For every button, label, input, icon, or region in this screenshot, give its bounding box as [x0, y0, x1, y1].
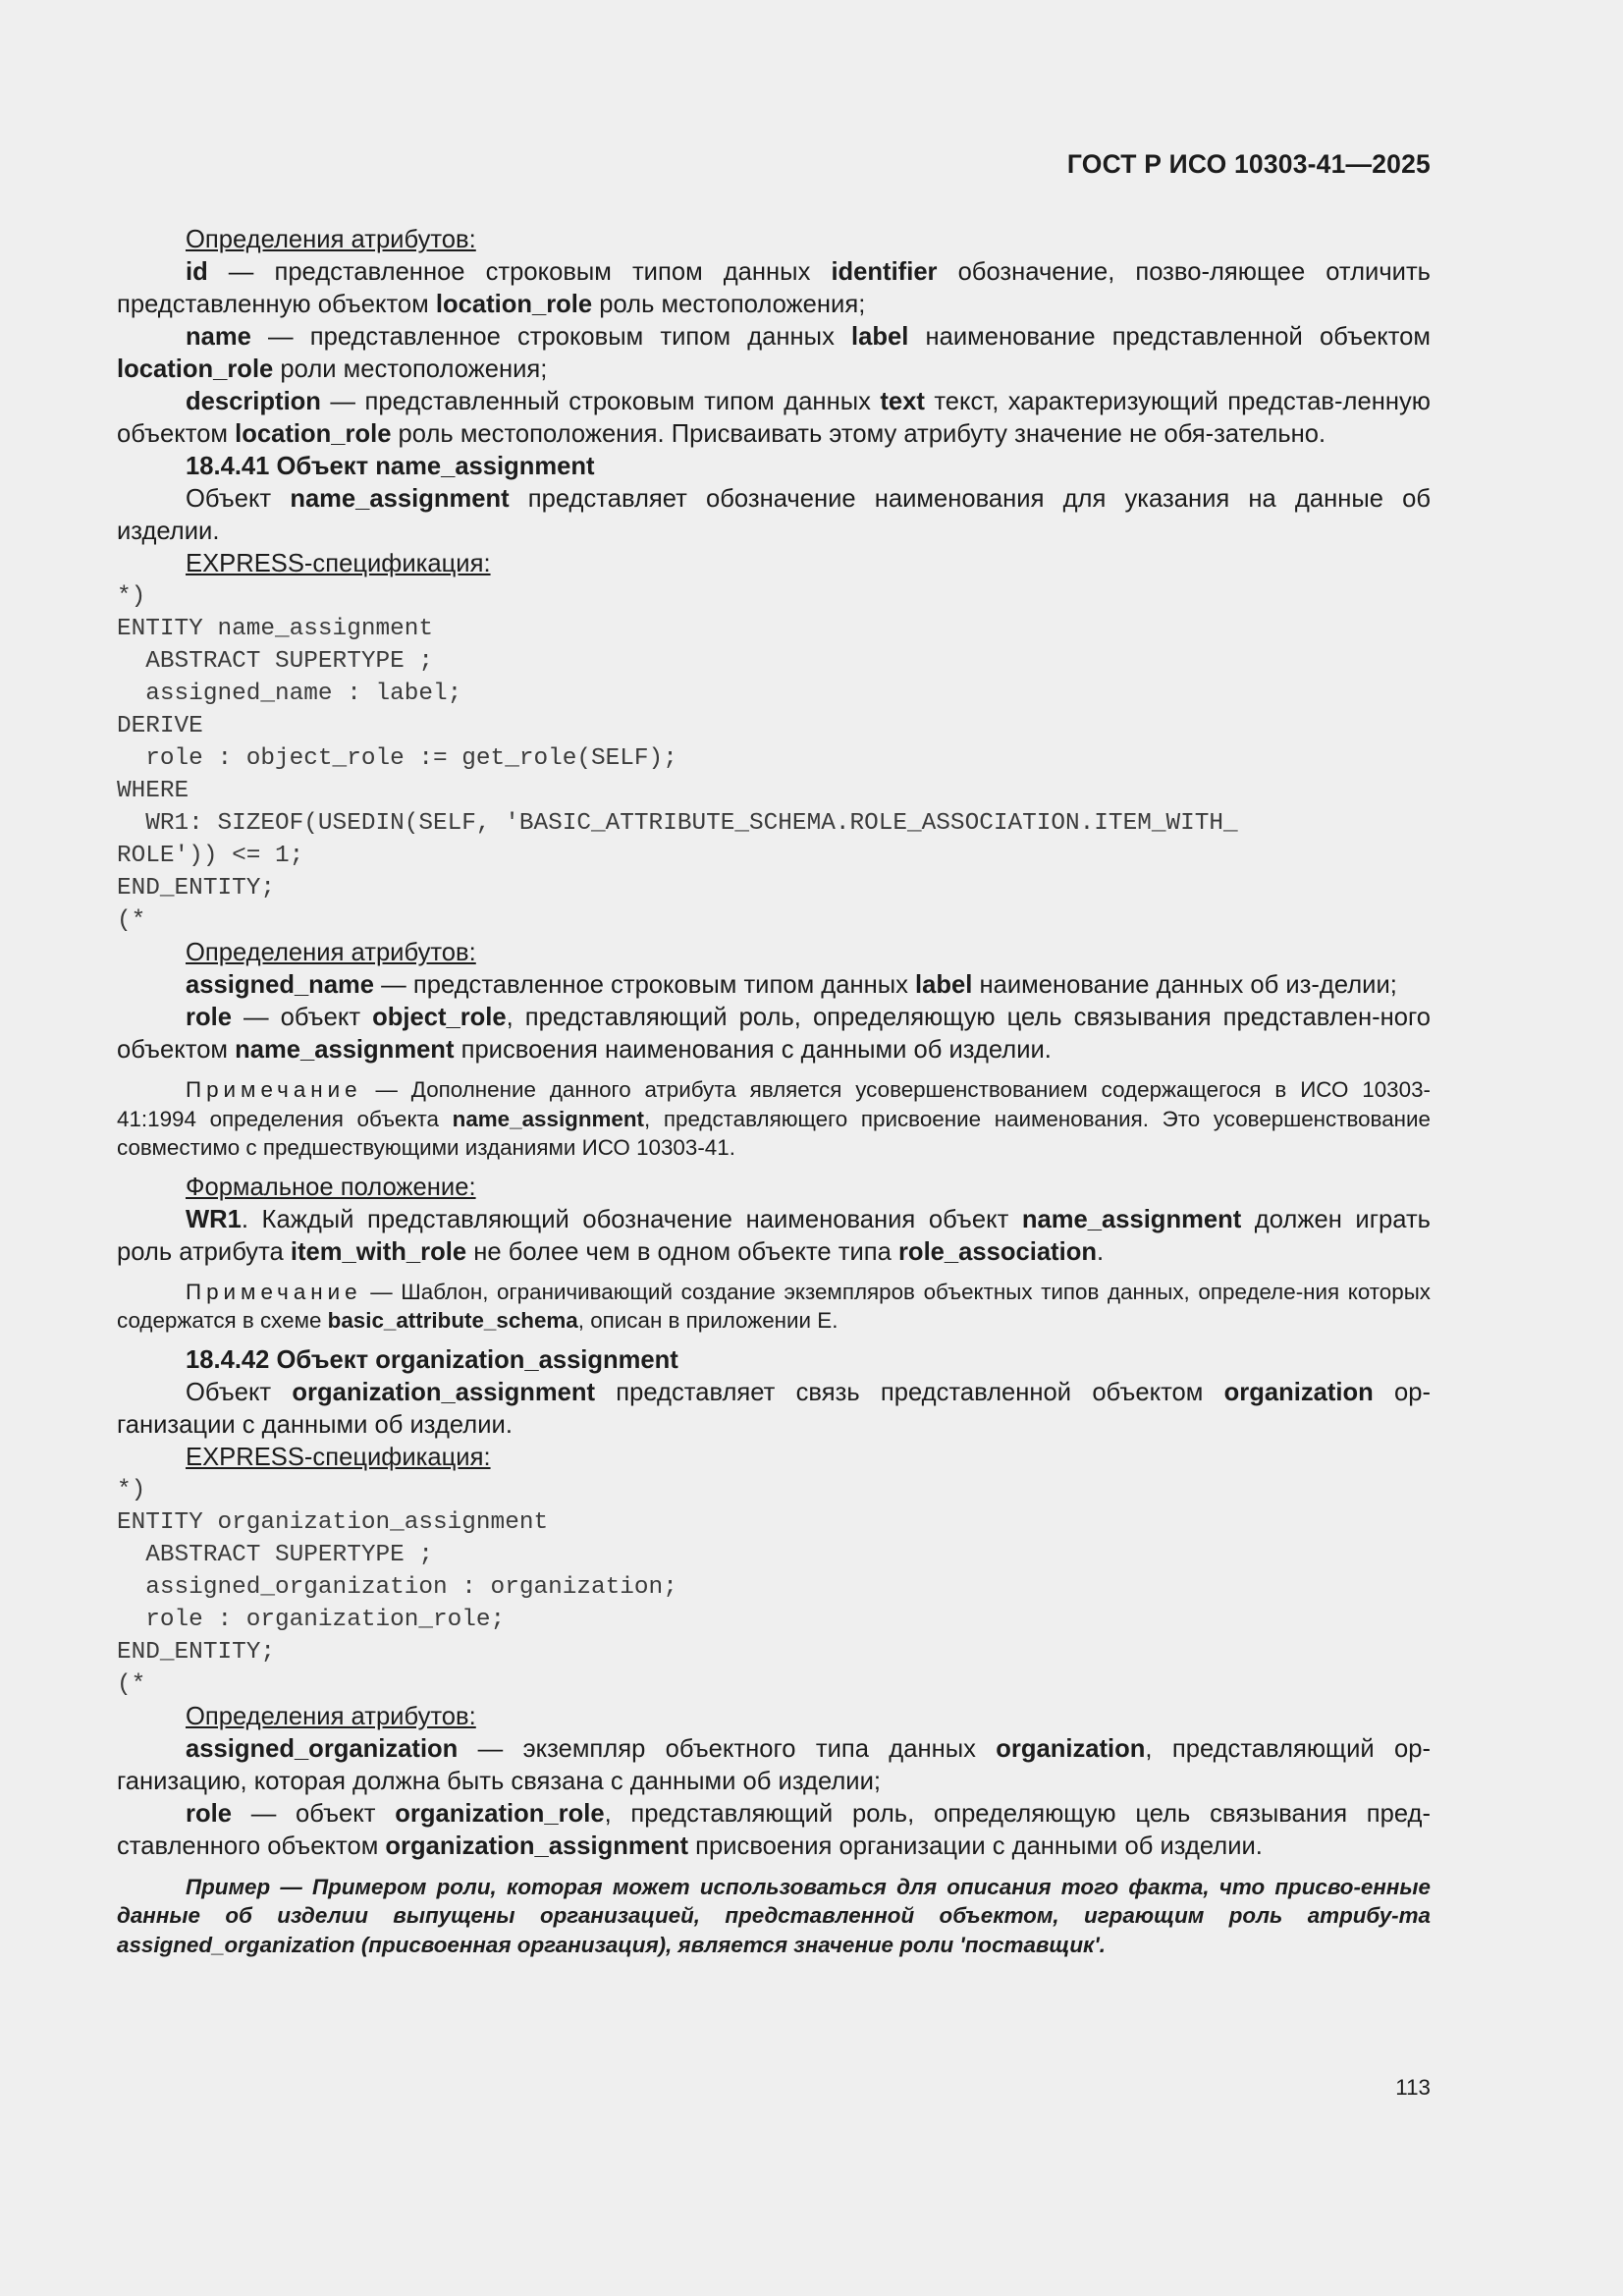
text-run: — Дополнение данного атрибута является усовершенствованием содержащегося в ИСО 10303-41:1994 определения объекта	[117, 1077, 1431, 1131]
section-subheading	[117, 937, 1431, 969]
bold-term: description	[186, 388, 321, 415]
paragraph	[117, 1377, 1431, 1442]
text-run: , представляющий ор-ганизацию, которая должна быть связана с данными об изделии;	[117, 1734, 1431, 1795]
section-subheading-text: Определения атрибутов:	[186, 1702, 476, 1730]
section-subheading-text: EXPRESS-спецификация:	[186, 1443, 491, 1471]
document-header: ГОСТ Р ИСО 10303-41—2025	[1066, 149, 1431, 179]
express-code-block: *) ENTITY name_assignment ABSTRACT SUPERTYPE ; assigned_name : label; DERIVE role : object_role := get_role(SELF); WHERE WR1: SIZEOF(USEDIN(SELF, 'BASIC_ATTRIBUTE_SCHEMA.ROLE_ASSOCIATION.ITEM_WITH_ ROLE')) <= 1; END_ENTITY; (*	[117, 583, 1238, 934]
text-run: — экземпляр объектного типа данных	[458, 1734, 997, 1763]
bold-term: name	[186, 323, 251, 351]
paragraph	[117, 1798, 1431, 1863]
text-run: наименование представленной объектом	[908, 323, 1431, 351]
section-subheading-text: Определения атрибутов:	[186, 226, 476, 253]
text-run: . Каждый представляющий обозначение наименования объект	[241, 1205, 1022, 1233]
bold-term: identifier	[831, 258, 938, 286]
text-run: — представленный строковым типом данных	[320, 388, 881, 415]
note-label: Примечание	[186, 1077, 362, 1102]
section-subheading-text: EXPRESS-спецификация:	[186, 550, 491, 577]
bold-term: location_role	[117, 355, 274, 383]
text-run: — представленное строковым типом данных	[250, 323, 852, 351]
text-run: роли местоположения;	[273, 355, 548, 383]
paragraph	[117, 483, 1431, 548]
bold-term: organization	[996, 1734, 1146, 1763]
bold-term: organization	[1223, 1378, 1374, 1406]
bold-term: location_role	[435, 291, 593, 318]
text-run: должен играть роль атрибута	[117, 1205, 1431, 1266]
bold-term: basic_attribute_schema	[327, 1308, 578, 1333]
note	[117, 1075, 1431, 1163]
bold-term: text	[880, 388, 925, 415]
bold-term: WR1	[186, 1205, 242, 1233]
text-run: — представленное строковым типом данных	[374, 971, 916, 999]
text-run: — Шаблон, ограничивающий создание экземпляров объектных типов данных, определе-ния которых содержатся в схеме	[117, 1279, 1431, 1333]
text-run: — представленное строковым типом данных	[207, 258, 832, 286]
text-run: , описан в приложении Е.	[577, 1308, 839, 1333]
bold-term: item_with_role	[290, 1237, 467, 1266]
example-note: Пример — Примером роли, которая может использоваться для описания того факта, что присво-енные данные об изделии выпущены организацией, представленной объектом, играющим роль атрибу-та assigned_organization (присвоенная организация), является значение роли 'поставщик'.	[117, 1874, 1431, 1957]
express-code-block: *) ENTITY organization_assignment ABSTRACT SUPERTYPE ; assigned_organization : organization; role : organization_role; END_ENTITY; (*	[117, 1476, 677, 1698]
note-label: Примечание	[186, 1279, 362, 1304]
text-run: представляет обозначение наименования для указания на данные об изделии.	[117, 485, 1431, 545]
bold-term: role	[186, 1799, 232, 1828]
bold-term: assigned_organization	[186, 1734, 459, 1763]
section-subheading-text: Формальное положение:	[186, 1173, 476, 1201]
section-subheading	[117, 1172, 1431, 1204]
bold-term: label	[851, 323, 909, 351]
bold-term: name_assignment	[235, 1036, 455, 1064]
clause-heading: 18.4.42 Объект organization_assignment	[186, 1345, 678, 1374]
paragraph	[117, 1204, 1431, 1269]
text-run: обозначение, позво-ляющее отличить представленную объектом	[117, 258, 1432, 318]
text-run: ор-ганизации с данными об изделии.	[117, 1378, 1432, 1439]
bold-term: organization_assignment	[292, 1378, 596, 1406]
bold-term: assigned_name	[186, 971, 375, 999]
text-run: .	[1096, 1237, 1105, 1266]
bold-term: id	[186, 258, 208, 286]
text-run: текст, характеризующий представ-ленную объектом	[117, 388, 1431, 448]
text-run: представляет связь представленной объектом	[595, 1378, 1224, 1406]
text-run: , представляющего присвоение наименования. Это усовершенствование совместимо с предшествующими изданиями ИСО 10303-41.	[117, 1106, 1431, 1160]
text-run: наименование данных об из-делии;	[972, 971, 1397, 999]
text-run: Объект	[186, 485, 291, 513]
paragraph	[117, 1002, 1431, 1066]
text-run: , представляющий роль, определяющую цель связывания представлен-ного объектом	[117, 1004, 1431, 1064]
text-run: , представляющий роль, определяющую цель связывания пред-ставленного объектом	[117, 1799, 1432, 1860]
text-run: не более чем в одном объекте типа	[466, 1237, 898, 1266]
text-run: присвоения организации с данными об изделии.	[688, 1831, 1263, 1860]
bold-term: object_role	[372, 1004, 507, 1031]
bold-term: location_role	[235, 420, 392, 448]
page-number: 113	[1395, 2075, 1431, 2100]
bold-term: label	[915, 971, 973, 999]
note	[117, 1278, 1431, 1336]
text-run: роль местоположения;	[592, 291, 866, 318]
text-run: роль местоположения. Присваивать этому атрибуту значение не обя-зательно.	[391, 420, 1326, 448]
text-run: — объект	[231, 1799, 396, 1828]
clause-heading: 18.4.41 Объект name_assignment	[186, 453, 595, 480]
section-subheading	[117, 224, 1431, 256]
bold-term: organization_assignment	[385, 1831, 689, 1860]
bold-term: role	[186, 1004, 232, 1031]
paragraph	[117, 256, 1431, 321]
bold-term: organization_role	[395, 1799, 605, 1828]
bold-term: role_association	[897, 1237, 1097, 1266]
paragraph	[117, 1733, 1431, 1798]
text-run: присвоения наименования с данными об изделии.	[454, 1036, 1052, 1064]
bold-term: name_assignment	[1021, 1205, 1242, 1233]
paragraph	[117, 969, 1431, 1002]
section-subheading	[117, 1701, 1431, 1733]
text-run: — объект	[231, 1004, 373, 1031]
paragraph	[117, 386, 1431, 451]
document-body	[117, 224, 1431, 1959]
section-subheading-text: Определения атрибутов:	[186, 939, 476, 966]
bold-term: name_assignment	[290, 485, 510, 513]
section-subheading	[117, 548, 1431, 580]
text-run: Объект	[186, 1378, 293, 1406]
paragraph	[117, 321, 1431, 386]
bold-term: name_assignment	[452, 1106, 645, 1131]
section-subheading	[117, 1442, 1431, 1474]
